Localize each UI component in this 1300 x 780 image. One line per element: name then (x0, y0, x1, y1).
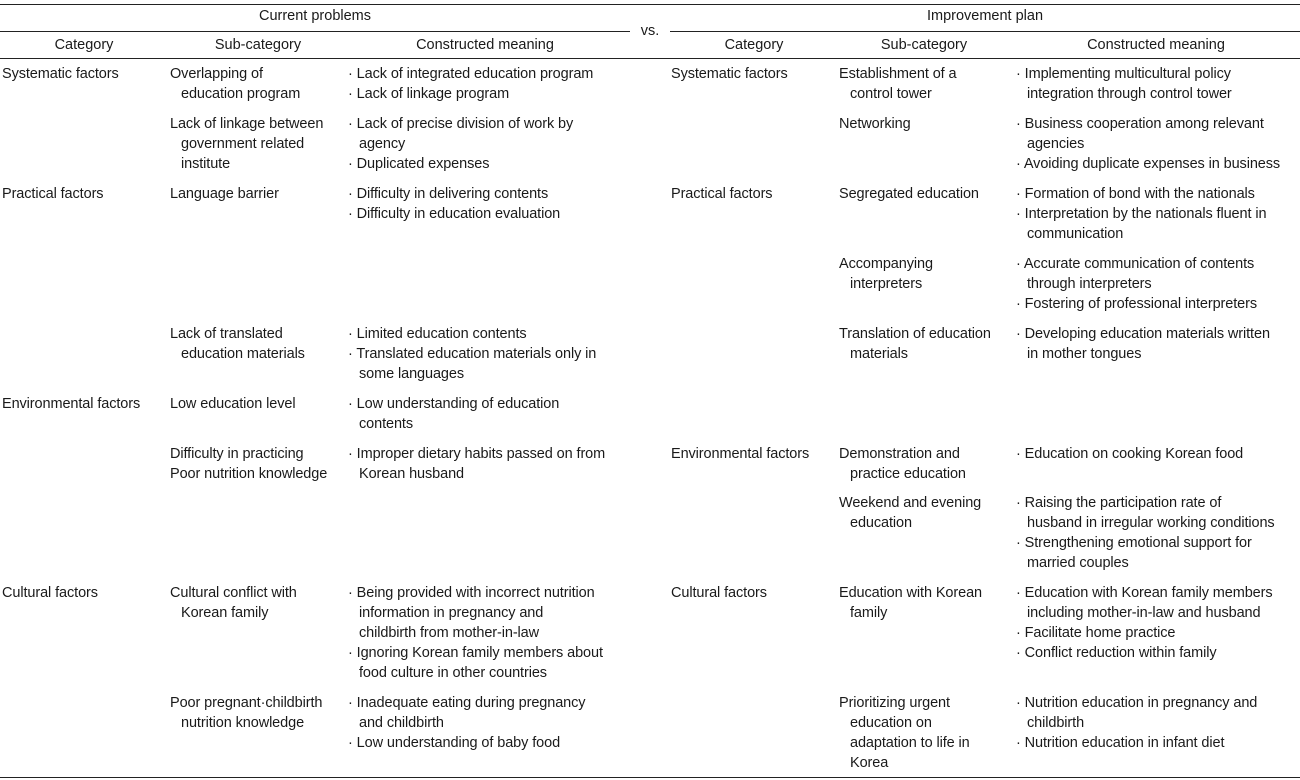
right-sub-interpreters: Accompanying interpreters (839, 256, 933, 292)
right-sub-networking: Networking (839, 116, 911, 132)
left-meaning-overlapping: · Lack of integrated education program · Lack of linkage program (348, 66, 594, 102)
left-meaning-language: · Difficulty in delivering contents · Difficulty in education evaluation (348, 186, 561, 222)
right-meaning-weekend: · Raising the participation rate of husband in irregular working conditions · Strengthening emotional support for married couples (1016, 495, 1275, 571)
left-sub-cultural-conflict: Cultural conflict with Korean family (170, 585, 297, 621)
right-meaning-control-tower: · Implementing multicultural policy integration through control tower (1016, 66, 1232, 102)
left-meaning-lack-linkage: · Lack of precise division of work by agency · Duplicated expenses (348, 116, 574, 172)
right-sub-korean-family: Education with Korean family (839, 585, 982, 621)
left-constructed-meaning-header: Constructed meaning (416, 37, 554, 53)
left-sub-difficulty-practicing: Difficulty in practicing Poor nutrition knowledge (170, 446, 328, 482)
right-category-systematic: Systematic factors (671, 66, 788, 82)
left-meaning-poor-pregnant: · Inadequate eating during pregnancy and childbirth · Low understanding of baby food (348, 695, 586, 751)
left-meaning-low-education: · Low understanding of education contents (348, 396, 560, 432)
left-category-systematic: Systematic factors (2, 66, 119, 82)
right-meaning-korean-family: · Education with Korean family members including mother-in-law and husband · Facilitate home practice · Conflict reduction within family (1016, 585, 1273, 661)
right-meaning-interpreters: · Accurate communication of contents through interpreters · Fostering of professional interpreters (1016, 256, 1257, 312)
left-category-practical: Practical factors (2, 186, 104, 202)
left-category-header: Category (54, 37, 114, 53)
left-sub-lack-linkage: Lack of linkage between government related institute (170, 116, 324, 172)
left-sub-overlapping: Overlapping of education program (170, 66, 301, 102)
vs-label: vs. (640, 23, 660, 39)
improvement-plan-underline (670, 31, 1300, 32)
right-category-header: Category (724, 37, 784, 53)
left-meaning-cultural-conflict: · Being provided with incorrect nutrition information in pregnancy and childbirth from mother-in-law · Ignoring Korean family members about food culture in other countries (348, 585, 603, 681)
bottom-rule (0, 777, 1300, 778)
right-sub-prioritizing: Prioritizing urgent education on adaptation to life in Korea (839, 695, 970, 771)
left-sub-poor-pregnant: Poor pregnant·childbirth nutrition knowledge (170, 695, 323, 731)
right-meaning-prioritizing: · Nutrition education in pregnancy and childbirth · Nutrition education in infant diet (1016, 695, 1258, 751)
left-sub-low-education: Low education level (170, 396, 296, 412)
right-meaning-segregated: · Formation of bond with the nationals · Interpretation by the nationals fluent in communication (1016, 186, 1267, 242)
right-sub-segregated: Segregated education (839, 186, 979, 202)
right-sub-control-tower: Establishment of a control tower (839, 66, 957, 102)
left-meaning-translated: · Limited education contents · Translated education materials only in some languages (348, 326, 597, 382)
current-problems-underline (0, 31, 630, 32)
top-rule (0, 4, 1300, 5)
left-category-cultural: Cultural factors (2, 585, 98, 601)
right-category-cultural: Cultural factors (671, 585, 767, 601)
right-sub-weekend: Weekend and evening education (839, 495, 982, 531)
right-category-environmental: Environmental factors (671, 446, 810, 462)
left-sub-translated-materials: Lack of translated education materials (170, 326, 305, 362)
right-sub-demonstration: Demonstration and practice education (839, 446, 966, 482)
right-meaning-translation: · Developing education materials written in mother tongues (1016, 326, 1270, 362)
right-sub-translation: Translation of education materials (839, 326, 991, 362)
right-constructed-meaning-header: Constructed meaning (1087, 37, 1225, 53)
right-meaning-demonstration: · Education on cooking Korean food (1016, 446, 1244, 462)
right-sub-category-header: Sub-category (880, 37, 968, 53)
left-meaning-difficulty: · Improper dietary habits passed on from Korean husband (348, 446, 606, 482)
right-category-practical: Practical factors (671, 186, 773, 202)
left-category-environmental: Environmental factors (2, 396, 141, 412)
current-problems-header: Current problems (258, 8, 371, 24)
header-bottom-rule (0, 58, 1300, 59)
left-sub-category-header: Sub-category (214, 37, 302, 53)
right-meaning-networking: · Business cooperation among relevant agencies · Avoiding duplicate expenses in business (1016, 116, 1281, 172)
left-sub-language-barrier: Language barrier (170, 186, 279, 202)
improvement-plan-header: Improvement plan (926, 8, 1044, 24)
